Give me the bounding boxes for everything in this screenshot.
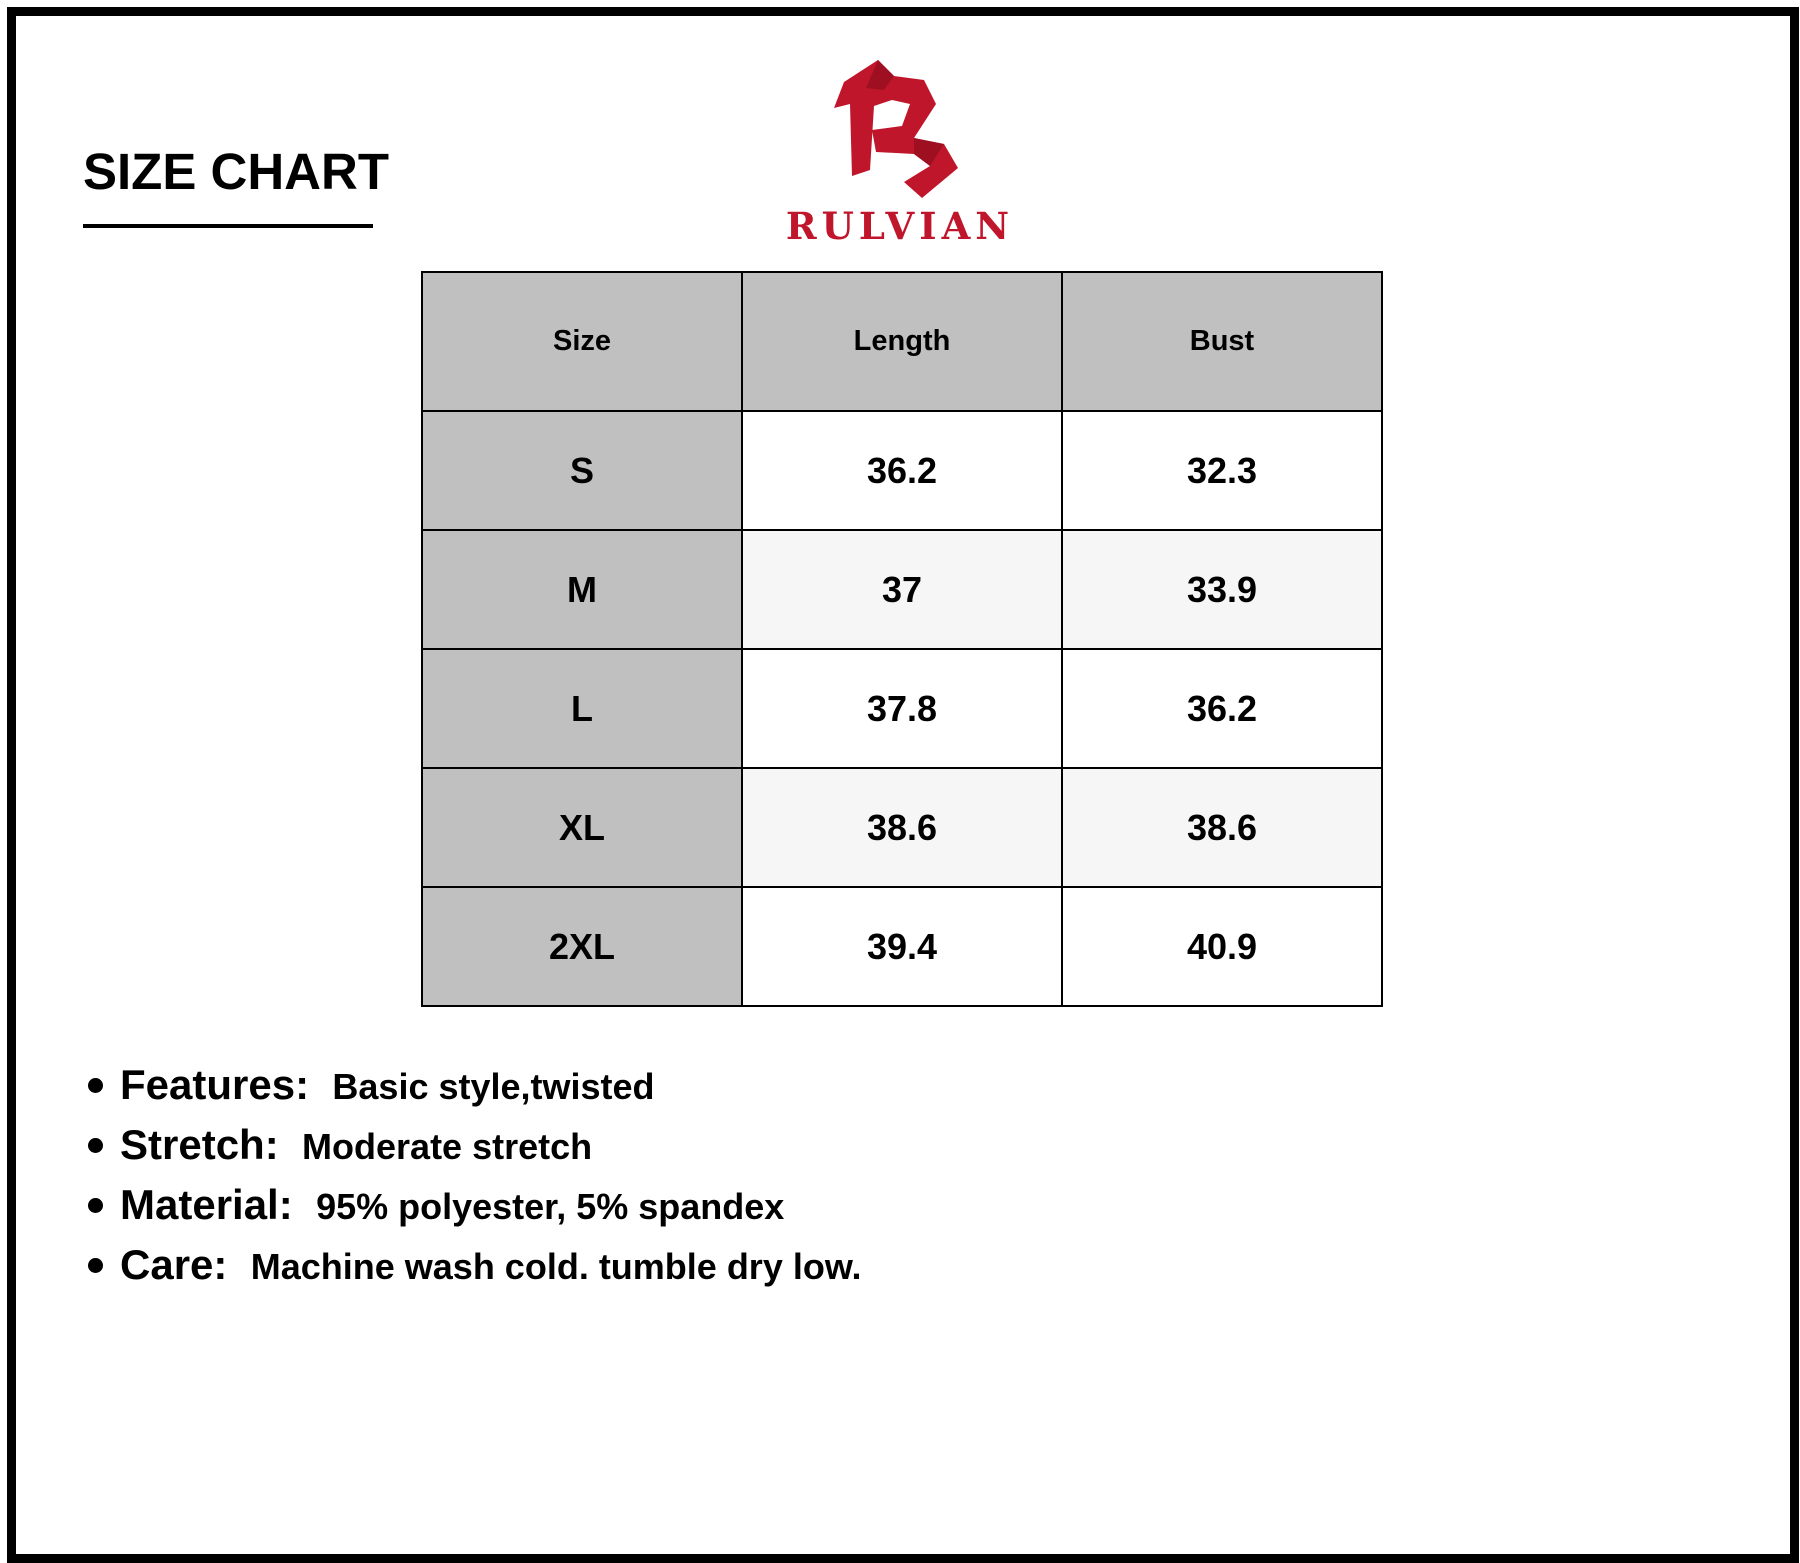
bust-cell: 40.9	[1062, 887, 1382, 1006]
size-cell: L	[422, 649, 742, 768]
length-cell: 39.4	[742, 887, 1062, 1006]
detail-features	[88, 1058, 1588, 1118]
size-cell: M	[422, 530, 742, 649]
size-cell: XL	[422, 768, 742, 887]
bullet-icon	[88, 1138, 103, 1153]
detail-label: Stretch:	[120, 1121, 279, 1168]
title-underline	[83, 224, 373, 228]
detail-label: Features:	[120, 1061, 310, 1108]
size-cell: 2XL	[422, 887, 742, 1006]
table-row	[422, 768, 1382, 887]
size-table	[421, 271, 1383, 1007]
detail-material	[88, 1178, 1588, 1238]
bust-cell: 32.3	[1062, 411, 1382, 530]
bust-cell: 38.6	[1062, 768, 1382, 887]
table-row	[422, 530, 1382, 649]
detail-label: Material:	[120, 1181, 293, 1228]
bullet-icon	[88, 1198, 103, 1213]
bust-cell: 33.9	[1062, 530, 1382, 649]
table-row	[422, 649, 1382, 768]
table-header-row	[422, 272, 1382, 411]
length-cell: 38.6	[742, 768, 1062, 887]
column-header-length: Length	[742, 272, 1062, 411]
brand-name: RULVIAN	[785, 204, 1015, 248]
detail-value: Basic style,twisted	[332, 1066, 655, 1107]
brand-logo	[780, 60, 1020, 250]
detail-label: Care:	[120, 1241, 228, 1288]
page-title: SIZE CHART	[83, 143, 389, 200]
bullet-icon	[88, 1258, 103, 1273]
table-row	[422, 887, 1382, 1006]
column-header-bust: Bust	[1062, 272, 1382, 411]
table-row	[422, 411, 1382, 530]
detail-care	[88, 1238, 1588, 1298]
detail-value: Moderate stretch	[302, 1126, 593, 1167]
detail-value: Machine wash cold. tumble dry low.	[250, 1246, 862, 1287]
detail-value: 95% polyester, 5% spandex	[316, 1186, 785, 1227]
detail-stretch	[88, 1118, 1588, 1178]
brand-r-logo-icon	[832, 60, 968, 198]
bullet-icon	[88, 1078, 103, 1093]
length-cell: 37	[742, 530, 1062, 649]
bust-cell: 36.2	[1062, 649, 1382, 768]
length-cell: 36.2	[742, 411, 1062, 530]
column-header-size: Size	[422, 272, 742, 411]
size-cell: S	[422, 411, 742, 530]
length-cell: 37.8	[742, 649, 1062, 768]
product-details	[88, 1058, 1588, 1298]
